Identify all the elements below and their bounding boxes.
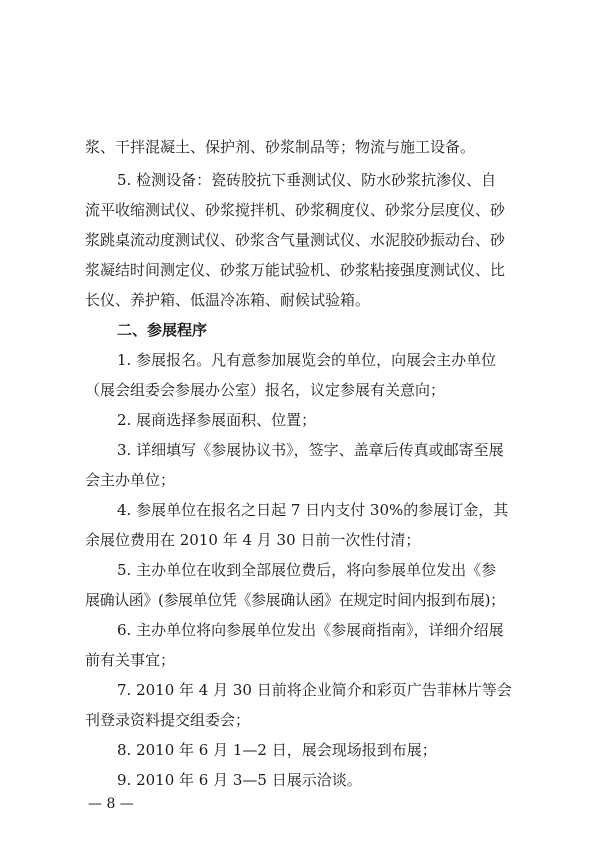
paragraph-line: 5. 检测设备：瓷砖胶抗下垂测试仪、防水砂浆抗渗仪、自: [117, 171, 497, 189]
paragraph-line: 浆凝结时间测定仪、砂浆万能试验机、砂浆粘接强度测试仪、比: [85, 261, 506, 279]
section-heading: 二、参展程序: [117, 321, 208, 339]
paragraph-line: 3. 详细填写《参展协议书》，签字、盖章后传真或邮寄至展: [117, 441, 504, 459]
paragraph-line: 会主办单位；: [85, 471, 176, 489]
paragraph-line: 9. 2010 年 6 月 3—5 日展示洽谈。: [117, 771, 362, 789]
paragraph-line: 5. 主办单位在收到全部展位费后，将向参展单位发出《参: [117, 561, 497, 579]
paragraph-line: 展确认函》(参展单位凭《参展确认函》在规定时间内报到布展)；: [85, 591, 505, 609]
paragraph-line: 2. 展商选择参展面积、位置；: [117, 411, 317, 429]
paragraph-line: 4. 参展单位在报名之日起 7 日内支付 30%的参展订金，其: [117, 501, 509, 519]
paragraph-line: 流平收缩测试仪、砂浆搅拌机、砂浆稠度仪、砂浆分层度仪、砂: [85, 201, 506, 219]
paragraph-line: 余展位费用在 2010 年 4 月 30 日前一次性付清；: [85, 531, 421, 549]
paragraph-line: 7. 2010 年 4 月 30 日前将企业简介和彩页广告菲林片等会: [117, 681, 512, 699]
paragraph-line: 长仪、养护箱、低温冷冻箱、耐候试验箱。: [85, 291, 371, 309]
paragraph-line: 1. 参展报名。凡有意参加展览会的单位，向展会主办单位: [117, 351, 497, 369]
paragraph-line: （展会组委会参展办公室）报名，议定参展有关意向；: [85, 381, 446, 399]
paragraph-line: 浆、干拌混凝土、保护剂、砂浆制品等；物流与施工设备。: [85, 138, 476, 156]
paragraph-line: 前有关事宜；: [85, 651, 176, 669]
paragraph-line: 8. 2010 年 6 月 1—2 日，展会现场报到布展；: [117, 741, 437, 759]
paragraph-line: 刊登录资料提交组委会；: [85, 711, 251, 729]
page-number: — 8 —: [88, 796, 134, 812]
paragraph-line: 浆跳桌流动度测试仪、砂浆含气量测试仪、水泥胶砂振动台、砂: [85, 231, 506, 249]
paragraph-line: 6. 主办单位将向参展单位发出《参展商指南》，详细介绍展: [117, 621, 504, 639]
